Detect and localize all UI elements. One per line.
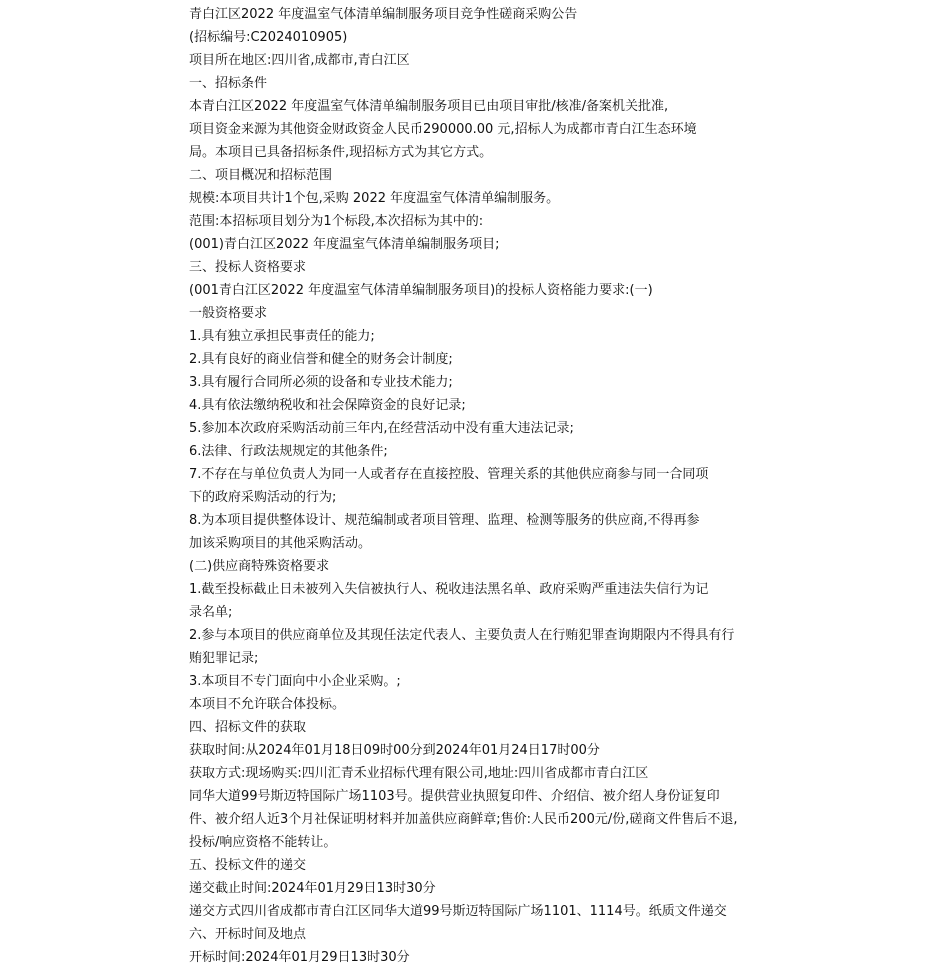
document-line-21: 7.不存在与单位负责人为同一人或者存在直接控股、管理关系的其他供应商参与同一合同项: [189, 467, 709, 482]
document-line-29: 贿犯罪记录;: [189, 651, 259, 666]
document-line-28: 2.参与本项目的供应商单位及其现任法定代表人、主要负责人在行贿犯罪查询期限内不得具有行: [189, 628, 735, 643]
document-line-3: 项目所在地区:四川省,成都市,青白江区: [189, 53, 410, 68]
document-line-34: 获取方式:现场购买:四川汇青禾业招标代理有限公司,地址:四川省成都市青白江区: [189, 766, 649, 781]
document-line-19: 5.参加本次政府采购活动前三年内,在经营活动中没有重大违法记录;: [189, 421, 574, 436]
document-line-10: 范围:本招标项目划分为1个标段,本次招标为其中的:: [189, 214, 484, 229]
document-line-33: 获取时间:从2024年01月18日09时00分到2024年01月24日17时00分: [189, 743, 600, 758]
document-line-30: 3.本项目不专门面向中小企业采购。;: [189, 674, 401, 689]
document-line-15: 1.具有独立承担民事责任的能力;: [189, 329, 375, 344]
document-line-1: 青白江区2022 年度温室气体清单编制服务项目竞争性磋商采购公告: [189, 7, 578, 22]
document-line-14: 一般资格要求: [189, 306, 268, 321]
document-line-12: 三、投标人资格要求: [189, 260, 307, 275]
document-line-32: 四、招标文件的获取: [189, 720, 307, 735]
document-line-5: 本青白江区2022 年度温室气体清单编制服务项目已由项目审批/核准/备案机关批准,: [189, 99, 669, 114]
document-line-20: 6.法律、行政法规规定的其他条件;: [189, 444, 388, 459]
document-line-38: 五、投标文件的递交: [189, 858, 307, 873]
document-line-17: 3.具有履行合同所必须的设备和专业技术能力;: [189, 375, 453, 390]
document-line-27: 录名单;: [189, 605, 233, 620]
document-line-41: 六、开标时间及地点: [189, 927, 307, 942]
document-line-37: 投标/响应资格不能转让。: [189, 835, 337, 850]
document-line-25: (二)供应商特殊资格要求: [189, 559, 330, 574]
document-line-31: 本项目不允许联合体投标。: [189, 697, 346, 712]
document-body: [189, 3, 929, 969]
document-line-40: 递交方式四川省成都市青白江区同华大道99号斯迈特国际广场1101、1114号。纸质文件递交: [189, 904, 727, 919]
document-line-2: (招标编号:C2024010905): [189, 30, 348, 45]
document-line-26: 1.截至投标截止日未被列入失信被执行人、税收违法黑名单、政府采购严重违法失信行为记: [189, 582, 709, 597]
document-line-4: 一、招标条件: [189, 76, 268, 91]
document-line-24: 加该采购项目的其他采购活动。: [189, 536, 372, 551]
document-line-16: 2.具有良好的商业信誉和健全的财务会计制度;: [189, 352, 453, 367]
document-line-22: 下的政府采购活动的行为;: [189, 490, 337, 505]
document-line-23: 8.为本项目提供整体设计、规范编制或者项目管理、监理、检测等服务的供应商,不得再参: [189, 513, 700, 528]
document-line-42: 开标时间:2024年01月29日13时30分: [189, 950, 410, 965]
document-line-9: 规模:本项目共计1个包,采购 2022 年度温室气体清单编制服务。: [189, 191, 560, 206]
document-line-8: 二、项目概况和招标范围: [189, 168, 333, 183]
document-line-36: 件、被介绍人近3个月社保证明材料并加盖供应商鲜章;售价:人民币200元/份,磋商文件售后不退,: [189, 812, 738, 827]
document-line-7: 局。本项目已具备招标条件,现招标方式为其它方式。: [189, 145, 493, 160]
document-line-11: (001)青白江区2022 年度温室气体清单编制服务项目;: [189, 237, 500, 252]
document-line-35: 同华大道99号斯迈特国际广场1103号。提供营业执照复印件、介绍信、被介绍人身份证复印: [189, 789, 720, 804]
document-line-6: 项目资金来源为其他资金财政资金人民币290000.00 元,招标人为成都市青白江生态环境: [189, 122, 697, 137]
document-line-13: (001青白江区2022 年度温室气体清单编制服务项目)的投标人资格能力要求:(一): [189, 283, 653, 298]
document-line-18: 4.具有依法缴纳税收和社会保障资金的良好记录;: [189, 398, 466, 413]
document-line-39: 递交截止时间:2024年01月29日13时30分: [189, 881, 436, 896]
